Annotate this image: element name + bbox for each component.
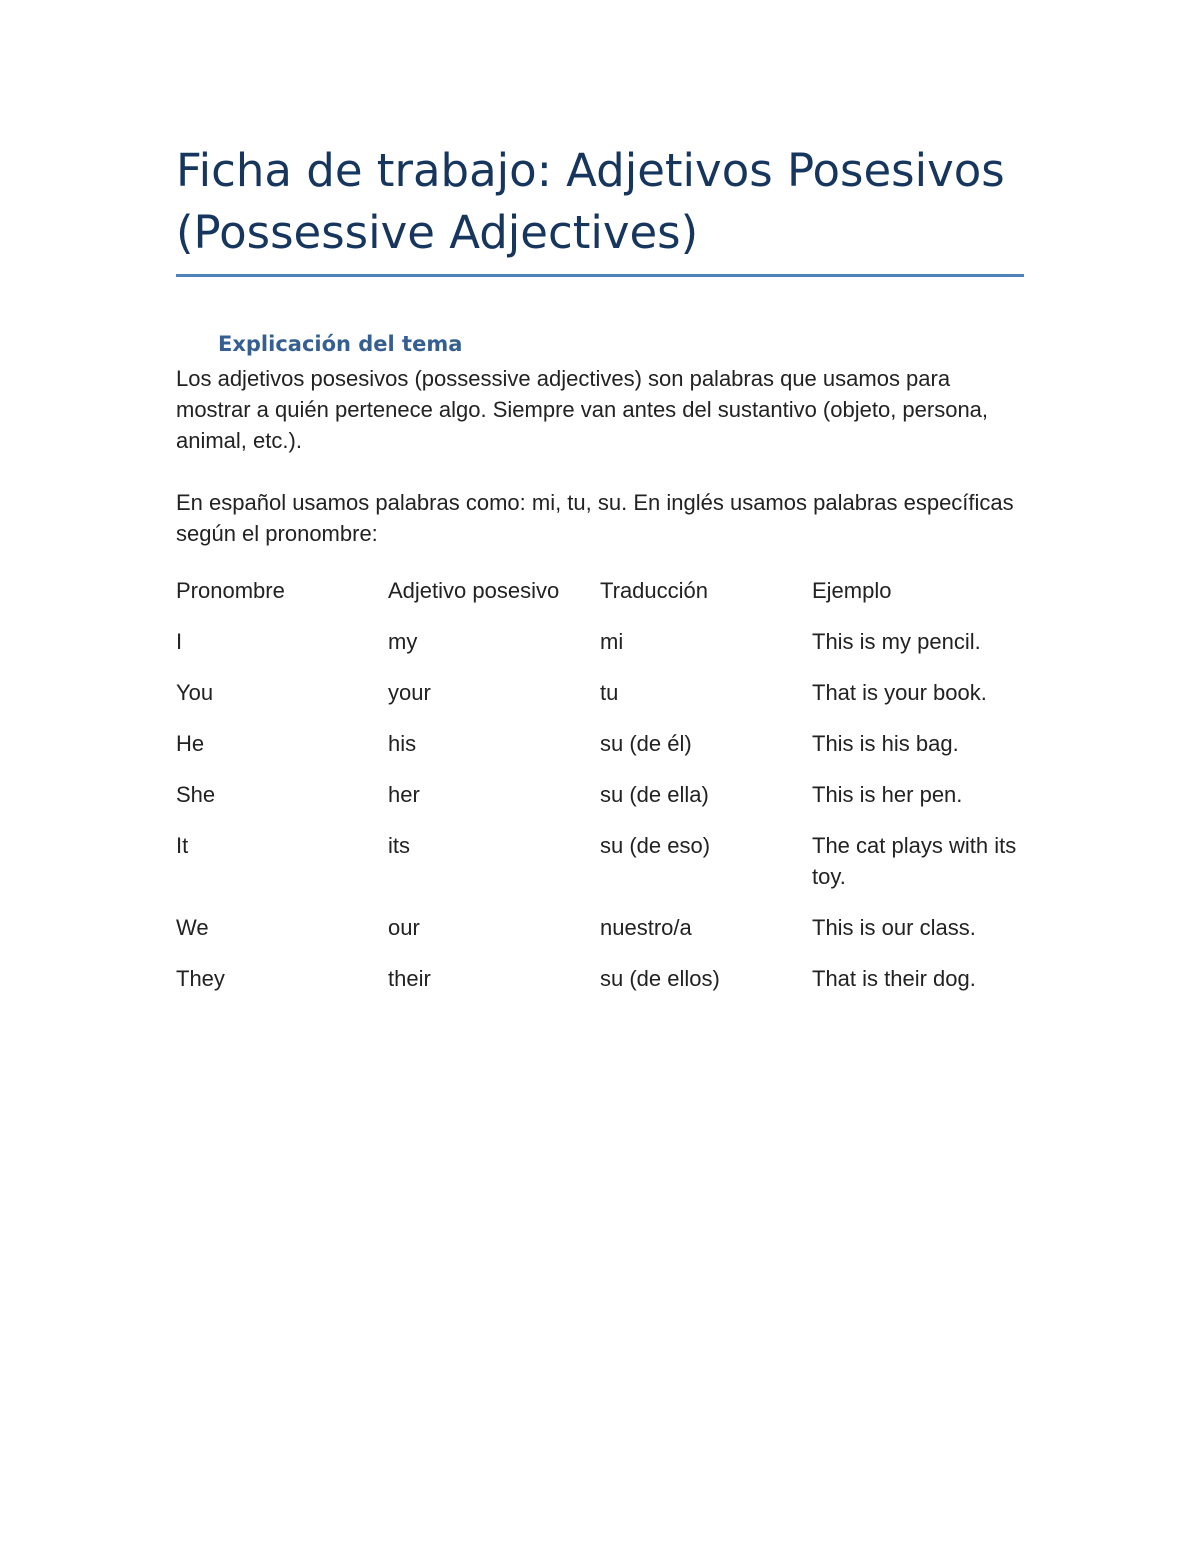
cell-example: The cat plays with its toy. <box>812 833 1017 889</box>
header-traduccion: Traducción <box>600 578 709 603</box>
document-page <box>176 140 1024 1006</box>
possessive-adjectives-table <box>176 567 1024 1006</box>
cell-pronoun: We <box>176 915 209 940</box>
table-row <box>176 822 1024 904</box>
cell-translation: su (de él) <box>600 731 692 756</box>
cell-translation: su (de ellos) <box>600 966 720 991</box>
cell-adjective: her <box>388 782 420 807</box>
cell-pronoun: I <box>176 629 183 654</box>
document-title: Ficha de trabajo: Adjetivos Posesivos (Possessive Adjectives) <box>176 144 1005 259</box>
cell-translation: su (de eso) <box>600 833 711 858</box>
cell-adjective: his <box>388 731 417 756</box>
cell-example: This is his bag. <box>812 731 959 756</box>
table-header-row <box>176 567 1024 618</box>
cell-translation: nuestro/a <box>600 915 692 940</box>
cell-translation: mi <box>600 629 624 654</box>
table-row <box>176 720 1024 771</box>
cell-example: This is our class. <box>812 915 976 940</box>
header-pronombre: Pronombre <box>176 578 285 603</box>
header-adjetivo-posesivo: Adjetivo posesivo <box>388 578 560 603</box>
table-row <box>176 669 1024 720</box>
cell-pronoun: You <box>176 680 214 705</box>
title-underline-rule <box>176 274 1024 277</box>
cell-adjective: your <box>388 680 431 705</box>
intro-paragraph: Los adjetivos posesivos (possessive adjectives) son palabras que usamos para mostrar a quién pertenece algo. Siempre van antes del sustantivo (objeto, persona, animal, etc.). <box>176 366 989 453</box>
table-row <box>176 618 1024 669</box>
table-row <box>176 904 1024 955</box>
pronoun-intro-paragraph: En español usamos palabras como: mi, tu, su. En inglés usamos palabras específicas según el pronombre: <box>176 490 1014 546</box>
header-ejemplo: Ejemplo <box>812 578 892 603</box>
cell-pronoun: They <box>176 966 225 991</box>
cell-example: That is your book. <box>812 680 987 705</box>
cell-example: That is their dog. <box>812 966 976 991</box>
cell-translation: su (de ella) <box>600 782 709 807</box>
cell-adjective: its <box>388 833 410 858</box>
cell-translation: tu <box>600 680 619 705</box>
cell-adjective: their <box>388 966 431 991</box>
cell-example: This is her pen. <box>812 782 963 807</box>
section-heading: Explicación del tema <box>218 332 463 356</box>
cell-adjective: my <box>388 629 418 654</box>
cell-adjective: our <box>388 915 420 940</box>
cell-example: This is my pencil. <box>812 629 981 654</box>
cell-pronoun: She <box>176 782 216 807</box>
cell-pronoun: He <box>176 731 205 756</box>
table-row <box>176 771 1024 822</box>
cell-pronoun: It <box>176 833 189 858</box>
table-row <box>176 955 1024 1006</box>
